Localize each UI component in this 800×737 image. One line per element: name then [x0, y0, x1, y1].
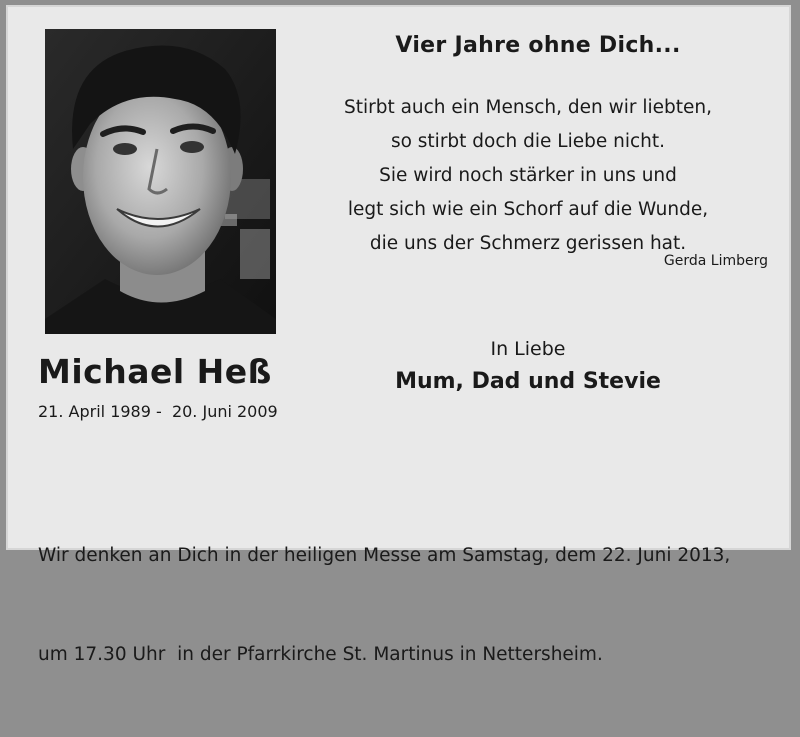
signature-intro: In Liebe	[490, 338, 566, 360]
portrait-photo	[45, 29, 276, 334]
poem-author: Gerda Limberg	[663, 253, 768, 269]
signature-family: Mum, Dad und Stevie	[395, 369, 661, 394]
poem-line: die uns der Schmerz gerissen hat.	[369, 233, 687, 254]
poem-line: legt sich wie ein Schorf auf die Wunde,	[347, 199, 709, 220]
mass-notice	[38, 473, 778, 737]
poem-line: Stirbt auch ein Mensch, den wir liebten,	[343, 97, 713, 118]
poem-line: so stirbt doch die Liebe nicht.	[390, 131, 666, 152]
portrait-illustration	[45, 29, 276, 334]
life-dates: 21. April 1989 - 20. Juni 2009	[38, 402, 278, 421]
mass-notice-line: Wir denken an Dich in der heiligen Messe am Samstag, dem 22. Juni 2013,	[38, 545, 731, 566]
mass-notice-line: um 17.30 Uhr in der Pfarrkirche St. Martinus in Nettersheim.	[38, 644, 603, 665]
headline: Vier Jahre ohne Dich...	[395, 33, 681, 58]
poem-line: Sie wird noch stärker in uns und	[379, 165, 677, 186]
obituary-card	[6, 5, 791, 665]
deceased-name: Michael Heß	[38, 352, 272, 391]
poem	[298, 91, 758, 261]
